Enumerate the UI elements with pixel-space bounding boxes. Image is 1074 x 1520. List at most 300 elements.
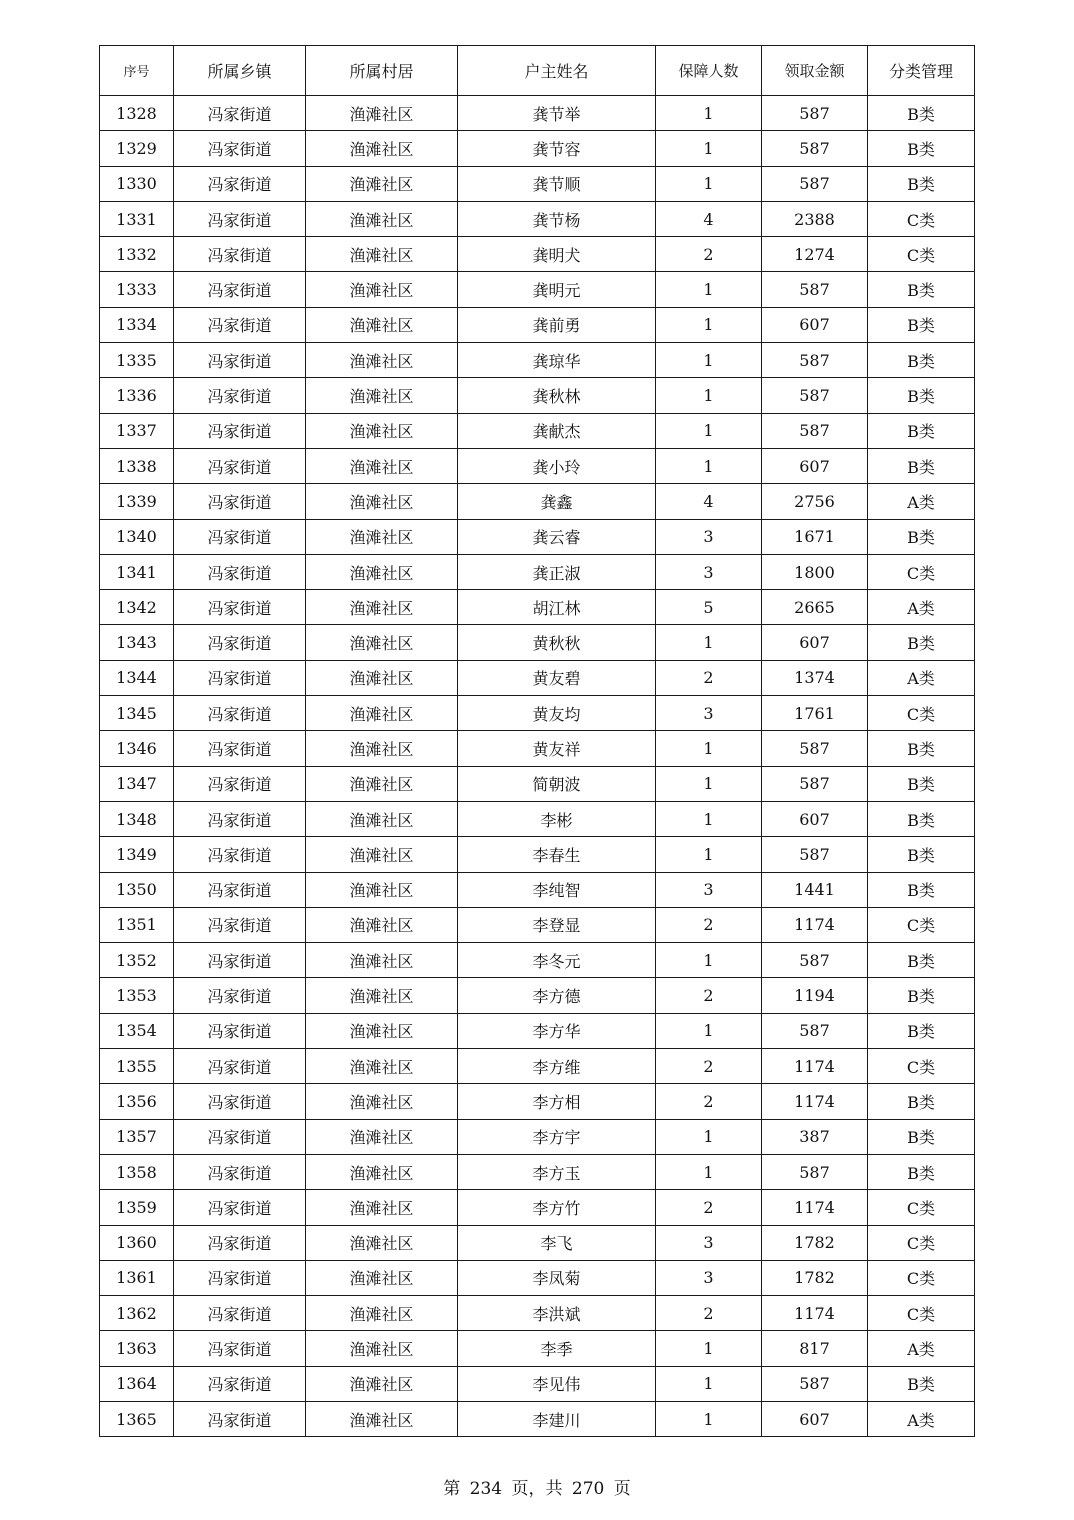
table-row xyxy=(100,96,975,131)
table-row xyxy=(100,1084,975,1119)
cell-village: 渔滩社区 xyxy=(306,801,458,836)
cell-township: 冯家街道 xyxy=(174,837,306,872)
table-row xyxy=(100,625,975,660)
cell-category: A类 xyxy=(868,484,975,519)
table-row xyxy=(100,554,975,589)
cell-category: A类 xyxy=(868,590,975,625)
table-row xyxy=(100,1154,975,1189)
cell-householder-name: 李彬 xyxy=(458,801,656,836)
cell-covered-persons: 2 xyxy=(656,907,762,942)
cell-covered-persons: 1 xyxy=(656,1331,762,1366)
cell-village: 渔滩社区 xyxy=(306,837,458,872)
cell-covered-persons: 1 xyxy=(656,166,762,201)
cell-village: 渔滩社区 xyxy=(306,872,458,907)
cell-village: 渔滩社区 xyxy=(306,519,458,554)
cell-township: 冯家街道 xyxy=(174,766,306,801)
cell-village: 渔滩社区 xyxy=(306,1154,458,1189)
cell-village: 渔滩社区 xyxy=(306,1084,458,1119)
cell-householder-name: 李建川 xyxy=(458,1401,656,1436)
cell-category: A类 xyxy=(868,1331,975,1366)
cell-householder-name: 黄友均 xyxy=(458,696,656,731)
cell-covered-persons: 5 xyxy=(656,590,762,625)
cell-covered-persons: 1 xyxy=(656,837,762,872)
cell-householder-name: 龚琼华 xyxy=(458,343,656,378)
cell-householder-name: 李方玉 xyxy=(458,1154,656,1189)
cell-householder-name: 李纯智 xyxy=(458,872,656,907)
relief-roster-table xyxy=(99,45,975,1437)
cell-serial-number: 1335 xyxy=(100,343,174,378)
cell-township: 冯家街道 xyxy=(174,1084,306,1119)
table-row xyxy=(100,1260,975,1295)
cell-village: 渔滩社区 xyxy=(306,166,458,201)
cell-category: C类 xyxy=(868,1190,975,1225)
cell-village: 渔滩社区 xyxy=(306,1296,458,1331)
cell-householder-name: 李方竹 xyxy=(458,1190,656,1225)
cell-village: 渔滩社区 xyxy=(306,943,458,978)
cell-village: 渔滩社区 xyxy=(306,448,458,483)
cell-householder-name: 李洪斌 xyxy=(458,1296,656,1331)
cell-amount: 587 xyxy=(762,272,868,307)
cell-township: 冯家街道 xyxy=(174,625,306,660)
table-row xyxy=(100,484,975,519)
cell-amount: 1782 xyxy=(762,1225,868,1260)
cell-township: 冯家街道 xyxy=(174,872,306,907)
cell-covered-persons: 3 xyxy=(656,872,762,907)
cell-amount: 587 xyxy=(762,1366,868,1401)
cell-amount: 587 xyxy=(762,166,868,201)
cell-covered-persons: 2 xyxy=(656,1084,762,1119)
cell-township: 冯家街道 xyxy=(174,343,306,378)
cell-amount: 587 xyxy=(762,1013,868,1048)
cell-serial-number: 1340 xyxy=(100,519,174,554)
cell-serial-number: 1344 xyxy=(100,660,174,695)
cell-covered-persons: 1 xyxy=(656,448,762,483)
cell-category: B类 xyxy=(868,307,975,342)
cell-category: C类 xyxy=(868,1049,975,1084)
cell-serial-number: 1351 xyxy=(100,907,174,942)
cell-covered-persons: 1 xyxy=(656,1013,762,1048)
cell-category: C类 xyxy=(868,1225,975,1260)
table-row xyxy=(100,1331,975,1366)
cell-township: 冯家街道 xyxy=(174,413,306,448)
cell-covered-persons: 1 xyxy=(656,1119,762,1154)
cell-village: 渔滩社区 xyxy=(306,484,458,519)
cell-amount: 587 xyxy=(762,766,868,801)
cell-township: 冯家街道 xyxy=(174,1049,306,1084)
cell-category: B类 xyxy=(868,378,975,413)
header-serial-number: 序号 xyxy=(100,46,174,96)
cell-covered-persons: 2 xyxy=(656,237,762,272)
cell-category: C类 xyxy=(868,907,975,942)
cell-village: 渔滩社区 xyxy=(306,625,458,660)
cell-category: B类 xyxy=(868,872,975,907)
header-village: 所属村居 xyxy=(306,46,458,96)
cell-township: 冯家街道 xyxy=(174,519,306,554)
cell-amount: 1174 xyxy=(762,1296,868,1331)
cell-householder-name: 李见伟 xyxy=(458,1366,656,1401)
cell-householder-name: 李春生 xyxy=(458,837,656,872)
cell-householder-name: 龚鑫 xyxy=(458,484,656,519)
table-row xyxy=(100,1401,975,1436)
cell-householder-name: 黄友祥 xyxy=(458,731,656,766)
cell-householder-name: 龚节举 xyxy=(458,96,656,131)
cell-serial-number: 1359 xyxy=(100,1190,174,1225)
cell-householder-name: 龚正淑 xyxy=(458,554,656,589)
cell-householder-name: 龚明犬 xyxy=(458,237,656,272)
cell-covered-persons: 3 xyxy=(656,554,762,589)
cell-category: A类 xyxy=(868,1401,975,1436)
cell-covered-persons: 1 xyxy=(656,96,762,131)
cell-covered-persons: 1 xyxy=(656,731,762,766)
cell-householder-name: 龚小玲 xyxy=(458,448,656,483)
cell-category: C类 xyxy=(868,201,975,236)
table-row xyxy=(100,801,975,836)
cell-householder-name: 龚节容 xyxy=(458,131,656,166)
cell-village: 渔滩社区 xyxy=(306,907,458,942)
header-covered-persons: 保障人数 xyxy=(656,46,762,96)
cell-village: 渔滩社区 xyxy=(306,201,458,236)
table-row xyxy=(100,1013,975,1048)
cell-householder-name: 龚明元 xyxy=(458,272,656,307)
cell-amount: 1174 xyxy=(762,1049,868,1084)
table-row xyxy=(100,1049,975,1084)
cell-category: A类 xyxy=(868,660,975,695)
cell-householder-name: 简朝波 xyxy=(458,766,656,801)
cell-township: 冯家街道 xyxy=(174,943,306,978)
cell-category: B类 xyxy=(868,801,975,836)
cell-serial-number: 1358 xyxy=(100,1154,174,1189)
header-row xyxy=(100,46,975,96)
cell-village: 渔滩社区 xyxy=(306,413,458,448)
table-row xyxy=(100,978,975,1013)
cell-township: 冯家街道 xyxy=(174,696,306,731)
table-row xyxy=(100,519,975,554)
cell-village: 渔滩社区 xyxy=(306,1260,458,1295)
cell-householder-name: 李凤菊 xyxy=(458,1260,656,1295)
cell-township: 冯家街道 xyxy=(174,166,306,201)
table-row xyxy=(100,201,975,236)
cell-village: 渔滩社区 xyxy=(306,1190,458,1225)
cell-serial-number: 1330 xyxy=(100,166,174,201)
cell-amount: 587 xyxy=(762,96,868,131)
cell-village: 渔滩社区 xyxy=(306,343,458,378)
cell-township: 冯家街道 xyxy=(174,1260,306,1295)
cell-township: 冯家街道 xyxy=(174,1154,306,1189)
cell-amount: 587 xyxy=(762,1154,868,1189)
table-row xyxy=(100,660,975,695)
cell-village: 渔滩社区 xyxy=(306,696,458,731)
cell-householder-name: 龚节杨 xyxy=(458,201,656,236)
cell-covered-persons: 3 xyxy=(656,696,762,731)
cell-householder-name: 龚前勇 xyxy=(458,307,656,342)
table-row xyxy=(100,448,975,483)
cell-category: B类 xyxy=(868,272,975,307)
header-category: 分类管理 xyxy=(868,46,975,96)
table-row xyxy=(100,731,975,766)
table-row xyxy=(100,590,975,625)
cell-covered-persons: 1 xyxy=(656,378,762,413)
cell-village: 渔滩社区 xyxy=(306,1225,458,1260)
cell-serial-number: 1343 xyxy=(100,625,174,660)
cell-serial-number: 1350 xyxy=(100,872,174,907)
cell-covered-persons: 4 xyxy=(656,484,762,519)
table-row xyxy=(100,1296,975,1331)
cell-township: 冯家街道 xyxy=(174,1119,306,1154)
cell-serial-number: 1356 xyxy=(100,1084,174,1119)
cell-township: 冯家街道 xyxy=(174,1225,306,1260)
cell-village: 渔滩社区 xyxy=(306,554,458,589)
cell-category: B类 xyxy=(868,519,975,554)
cell-township: 冯家街道 xyxy=(174,307,306,342)
cell-amount: 1194 xyxy=(762,978,868,1013)
cell-serial-number: 1353 xyxy=(100,978,174,1013)
cell-amount: 587 xyxy=(762,378,868,413)
cell-amount: 2756 xyxy=(762,484,868,519)
cell-village: 渔滩社区 xyxy=(306,237,458,272)
cell-amount: 587 xyxy=(762,343,868,378)
cell-serial-number: 1345 xyxy=(100,696,174,731)
cell-householder-name: 李冬元 xyxy=(458,943,656,978)
cell-village: 渔滩社区 xyxy=(306,1331,458,1366)
cell-covered-persons: 3 xyxy=(656,1260,762,1295)
cell-covered-persons: 1 xyxy=(656,801,762,836)
cell-covered-persons: 1 xyxy=(656,766,762,801)
cell-householder-name: 龚云睿 xyxy=(458,519,656,554)
cell-category: B类 xyxy=(868,1154,975,1189)
cell-township: 冯家街道 xyxy=(174,378,306,413)
cell-householder-name: 黄秋秋 xyxy=(458,625,656,660)
header-township: 所属乡镇 xyxy=(174,46,306,96)
cell-village: 渔滩社区 xyxy=(306,978,458,1013)
cell-serial-number: 1339 xyxy=(100,484,174,519)
cell-category: B类 xyxy=(868,448,975,483)
cell-township: 冯家街道 xyxy=(174,1013,306,1048)
cell-householder-name: 龚节顺 xyxy=(458,166,656,201)
cell-township: 冯家街道 xyxy=(174,1366,306,1401)
cell-covered-persons: 2 xyxy=(656,1190,762,1225)
cell-township: 冯家街道 xyxy=(174,272,306,307)
cell-amount: 2665 xyxy=(762,590,868,625)
cell-householder-name: 李方华 xyxy=(458,1013,656,1048)
cell-village: 渔滩社区 xyxy=(306,378,458,413)
table-body xyxy=(100,96,975,1437)
cell-category: B类 xyxy=(868,731,975,766)
cell-village: 渔滩社区 xyxy=(306,131,458,166)
cell-amount: 587 xyxy=(762,131,868,166)
cell-township: 冯家街道 xyxy=(174,96,306,131)
cell-township: 冯家街道 xyxy=(174,590,306,625)
cell-township: 冯家街道 xyxy=(174,731,306,766)
cell-serial-number: 1338 xyxy=(100,448,174,483)
cell-serial-number: 1337 xyxy=(100,413,174,448)
cell-category: B类 xyxy=(868,625,975,660)
table-row xyxy=(100,1366,975,1401)
cell-amount: 587 xyxy=(762,731,868,766)
cell-serial-number: 1334 xyxy=(100,307,174,342)
table-row xyxy=(100,872,975,907)
cell-amount: 607 xyxy=(762,625,868,660)
table-row xyxy=(100,1190,975,1225)
cell-serial-number: 1363 xyxy=(100,1331,174,1366)
cell-amount: 2388 xyxy=(762,201,868,236)
cell-amount: 387 xyxy=(762,1119,868,1154)
table-row xyxy=(100,766,975,801)
cell-category: B类 xyxy=(868,131,975,166)
cell-serial-number: 1333 xyxy=(100,272,174,307)
cell-amount: 1374 xyxy=(762,660,868,695)
cell-category: B类 xyxy=(868,978,975,1013)
cell-amount: 1761 xyxy=(762,696,868,731)
table-row xyxy=(100,837,975,872)
cell-village: 渔滩社区 xyxy=(306,1119,458,1154)
cell-category: B类 xyxy=(868,1084,975,1119)
cell-amount: 1174 xyxy=(762,1190,868,1225)
cell-township: 冯家街道 xyxy=(174,907,306,942)
cell-township: 冯家街道 xyxy=(174,1190,306,1225)
cell-amount: 587 xyxy=(762,943,868,978)
cell-amount: 817 xyxy=(762,1331,868,1366)
cell-serial-number: 1354 xyxy=(100,1013,174,1048)
table-row xyxy=(100,166,975,201)
cell-category: B类 xyxy=(868,343,975,378)
cell-category: B类 xyxy=(868,1366,975,1401)
cell-householder-name: 李方宇 xyxy=(458,1119,656,1154)
cell-amount: 1174 xyxy=(762,1084,868,1119)
cell-serial-number: 1362 xyxy=(100,1296,174,1331)
cell-covered-persons: 1 xyxy=(656,1401,762,1436)
table-row xyxy=(100,272,975,307)
cell-serial-number: 1341 xyxy=(100,554,174,589)
table-row xyxy=(100,307,975,342)
cell-category: C类 xyxy=(868,237,975,272)
cell-category: B类 xyxy=(868,943,975,978)
cell-serial-number: 1360 xyxy=(100,1225,174,1260)
cell-householder-name: 李季 xyxy=(458,1331,656,1366)
cell-category: C类 xyxy=(868,696,975,731)
cell-village: 渔滩社区 xyxy=(306,1013,458,1048)
cell-amount: 607 xyxy=(762,801,868,836)
cell-covered-persons: 1 xyxy=(656,943,762,978)
cell-serial-number: 1352 xyxy=(100,943,174,978)
cell-township: 冯家街道 xyxy=(174,978,306,1013)
header-householder-name: 户主姓名 xyxy=(458,46,656,96)
cell-householder-name: 李方维 xyxy=(458,1049,656,1084)
cell-amount: 587 xyxy=(762,837,868,872)
cell-covered-persons: 1 xyxy=(656,625,762,660)
cell-amount: 1800 xyxy=(762,554,868,589)
cell-township: 冯家街道 xyxy=(174,448,306,483)
table-row xyxy=(100,131,975,166)
cell-township: 冯家街道 xyxy=(174,1296,306,1331)
cell-village: 渔滩社区 xyxy=(306,766,458,801)
cell-serial-number: 1355 xyxy=(100,1049,174,1084)
cell-amount: 1274 xyxy=(762,237,868,272)
cell-township: 冯家街道 xyxy=(174,237,306,272)
cell-township: 冯家街道 xyxy=(174,131,306,166)
cell-category: B类 xyxy=(868,1013,975,1048)
cell-category: C类 xyxy=(868,554,975,589)
cell-covered-persons: 1 xyxy=(656,1154,762,1189)
cell-amount: 607 xyxy=(762,307,868,342)
table-row xyxy=(100,237,975,272)
cell-category: C类 xyxy=(868,1260,975,1295)
table-row xyxy=(100,343,975,378)
page-number-footer: 第 234 页，共 270 页 xyxy=(443,1479,631,1499)
cell-township: 冯家街道 xyxy=(174,201,306,236)
cell-serial-number: 1329 xyxy=(100,131,174,166)
cell-category: B类 xyxy=(868,166,975,201)
cell-category: B类 xyxy=(868,766,975,801)
cell-village: 渔滩社区 xyxy=(306,96,458,131)
table-row xyxy=(100,1119,975,1154)
cell-township: 冯家街道 xyxy=(174,554,306,589)
cell-householder-name: 龚秋林 xyxy=(458,378,656,413)
cell-covered-persons: 2 xyxy=(656,660,762,695)
cell-serial-number: 1357 xyxy=(100,1119,174,1154)
cell-covered-persons: 2 xyxy=(656,978,762,1013)
cell-category: B类 xyxy=(868,96,975,131)
cell-amount: 587 xyxy=(762,413,868,448)
table-row xyxy=(100,943,975,978)
cell-covered-persons: 1 xyxy=(656,131,762,166)
cell-covered-persons: 3 xyxy=(656,1225,762,1260)
cell-category: C类 xyxy=(868,1296,975,1331)
cell-covered-persons: 1 xyxy=(656,307,762,342)
cell-householder-name: 李登显 xyxy=(458,907,656,942)
header-amount: 领取金额 xyxy=(762,46,868,96)
cell-township: 冯家街道 xyxy=(174,484,306,519)
cell-amount: 607 xyxy=(762,448,868,483)
table-row xyxy=(100,413,975,448)
table-row xyxy=(100,1225,975,1260)
cell-covered-persons: 1 xyxy=(656,343,762,378)
cell-village: 渔滩社区 xyxy=(306,731,458,766)
cell-serial-number: 1332 xyxy=(100,237,174,272)
cell-serial-number: 1361 xyxy=(100,1260,174,1295)
table-row xyxy=(100,696,975,731)
cell-township: 冯家街道 xyxy=(174,801,306,836)
table-row xyxy=(100,378,975,413)
cell-covered-persons: 2 xyxy=(656,1296,762,1331)
cell-serial-number: 1348 xyxy=(100,801,174,836)
cell-village: 渔滩社区 xyxy=(306,1401,458,1436)
cell-amount: 1174 xyxy=(762,907,868,942)
cell-serial-number: 1349 xyxy=(100,837,174,872)
cell-village: 渔滩社区 xyxy=(306,590,458,625)
cell-amount: 607 xyxy=(762,1401,868,1436)
cell-covered-persons: 1 xyxy=(656,272,762,307)
cell-amount: 1671 xyxy=(762,519,868,554)
cell-householder-name: 李飞 xyxy=(458,1225,656,1260)
cell-serial-number: 1346 xyxy=(100,731,174,766)
cell-category: B类 xyxy=(868,1119,975,1154)
cell-serial-number: 1336 xyxy=(100,378,174,413)
cell-village: 渔滩社区 xyxy=(306,272,458,307)
cell-householder-name: 龚献杰 xyxy=(458,413,656,448)
cell-covered-persons: 3 xyxy=(656,519,762,554)
cell-village: 渔滩社区 xyxy=(306,307,458,342)
cell-amount: 1782 xyxy=(762,1260,868,1295)
cell-householder-name: 胡江林 xyxy=(458,590,656,625)
cell-serial-number: 1331 xyxy=(100,201,174,236)
cell-covered-persons: 1 xyxy=(656,413,762,448)
cell-category: B类 xyxy=(868,413,975,448)
cell-village: 渔滩社区 xyxy=(306,660,458,695)
cell-covered-persons: 1 xyxy=(656,1366,762,1401)
cell-township: 冯家街道 xyxy=(174,1331,306,1366)
cell-householder-name: 李方德 xyxy=(458,978,656,1013)
cell-covered-persons: 2 xyxy=(656,1049,762,1084)
